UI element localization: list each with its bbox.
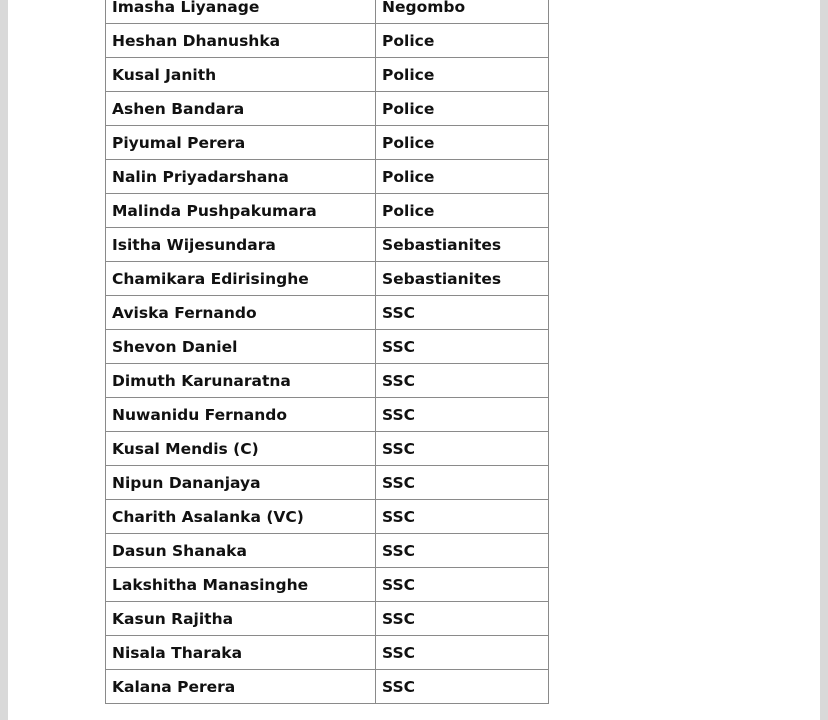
player-name-cell: Lakshitha Manasinghe bbox=[106, 568, 376, 602]
club-cell: Negombo bbox=[376, 0, 549, 24]
club-cell: Police bbox=[376, 24, 549, 58]
player-name-cell: Kalana Perera bbox=[106, 670, 376, 704]
table-row bbox=[106, 432, 549, 466]
player-name-cell: Isitha Wijesundara bbox=[106, 228, 376, 262]
table-row bbox=[106, 636, 549, 670]
table-row bbox=[106, 194, 549, 228]
club-cell: Police bbox=[376, 58, 549, 92]
table-row bbox=[106, 500, 549, 534]
player-name-cell: Dimuth Karunaratna bbox=[106, 364, 376, 398]
table-row bbox=[106, 58, 549, 92]
table-row bbox=[106, 568, 549, 602]
player-name-cell: Dasun Shanaka bbox=[106, 534, 376, 568]
player-name-cell: Nisala Tharaka bbox=[106, 636, 376, 670]
club-cell: SSC bbox=[376, 364, 549, 398]
table-row bbox=[106, 126, 549, 160]
table-row bbox=[106, 670, 549, 704]
club-cell: SSC bbox=[376, 296, 549, 330]
club-cell: SSC bbox=[376, 398, 549, 432]
club-cell: SSC bbox=[376, 466, 549, 500]
table-row bbox=[106, 92, 549, 126]
table-row bbox=[106, 330, 549, 364]
club-cell: SSC bbox=[376, 602, 549, 636]
player-name-cell: Imasha Liyanage bbox=[106, 0, 376, 24]
table-row bbox=[106, 24, 549, 58]
player-name-cell: Piyumal Perera bbox=[106, 126, 376, 160]
table-row bbox=[106, 228, 549, 262]
club-cell: Police bbox=[376, 194, 549, 228]
club-cell: Police bbox=[376, 126, 549, 160]
club-cell: Sebastianites bbox=[376, 228, 549, 262]
table-row bbox=[106, 262, 549, 296]
player-name-cell: Nalin Priyadarshana bbox=[106, 160, 376, 194]
table-row bbox=[106, 296, 549, 330]
player-name-cell: Shevon Daniel bbox=[106, 330, 376, 364]
club-cell: Sebastianites bbox=[376, 262, 549, 296]
club-cell: SSC bbox=[376, 500, 549, 534]
player-name-cell: Kusal Janith bbox=[106, 58, 376, 92]
player-name-cell: Nipun Dananjaya bbox=[106, 466, 376, 500]
player-name-cell: Kusal Mendis (C) bbox=[106, 432, 376, 466]
player-name-cell: Nuwanidu Fernando bbox=[106, 398, 376, 432]
player-name-cell: Chamikara Edirisinghe bbox=[106, 262, 376, 296]
table-row bbox=[106, 364, 549, 398]
player-name-cell: Malinda Pushpakumara bbox=[106, 194, 376, 228]
player-name-cell: Charith Asalanka (VC) bbox=[106, 500, 376, 534]
document-page bbox=[8, 0, 820, 720]
club-cell: SSC bbox=[376, 534, 549, 568]
table-row bbox=[106, 534, 549, 568]
table-row bbox=[106, 466, 549, 500]
club-cell: SSC bbox=[376, 670, 549, 704]
club-cell: SSC bbox=[376, 330, 549, 364]
table-body bbox=[106, 0, 549, 704]
player-name-cell: Kasun Rajitha bbox=[106, 602, 376, 636]
club-cell: SSC bbox=[376, 636, 549, 670]
table-row bbox=[106, 602, 549, 636]
player-name-cell: Aviska Fernando bbox=[106, 296, 376, 330]
player-club-table bbox=[105, 0, 549, 704]
table-row bbox=[106, 160, 549, 194]
club-cell: SSC bbox=[376, 432, 549, 466]
club-cell: Police bbox=[376, 160, 549, 194]
player-name-cell: Ashen Bandara bbox=[106, 92, 376, 126]
club-cell: Police bbox=[376, 92, 549, 126]
table-row bbox=[106, 0, 549, 24]
table-row bbox=[106, 398, 549, 432]
club-cell: SSC bbox=[376, 568, 549, 602]
player-name-cell: Heshan Dhanushka bbox=[106, 24, 376, 58]
